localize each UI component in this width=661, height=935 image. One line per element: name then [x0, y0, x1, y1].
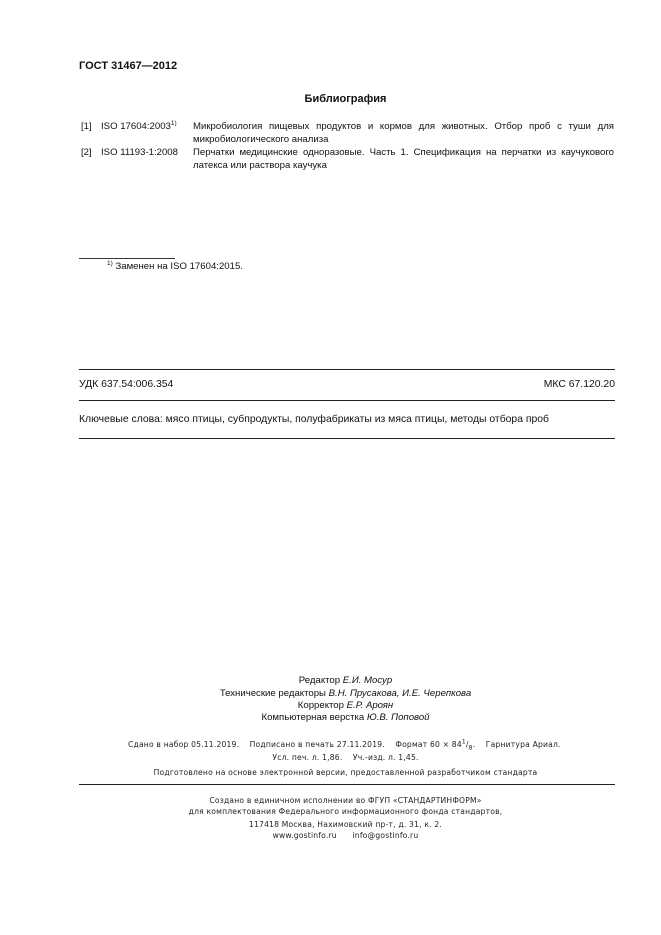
imprint-line-1: Сдано в набор 05.11.2019. Подписано в печать 27.11.2019. Формат $60 \times 84^1/_8$. Гарнитура Ариал.: [128, 738, 561, 752]
divider: [79, 784, 615, 785]
footnote-text: Заменен на ISO 17604:2015.: [112, 261, 243, 272]
publisher-line-1: Создано в единичном исполнении во ФГУП «СТАНДАРТИНФОРМ»: [209, 796, 482, 805]
mks-code: МКС 67.120.20: [543, 379, 615, 390]
bibliography-item-text: Перчатки медицинские одноразовые. Часть 1. Спецификация на перчатки из каучукового латекса или раствора каучука: [193, 147, 614, 171]
divider: [79, 438, 615, 439]
footnote-ref: 1): [170, 120, 177, 127]
publisher-contacts: www.gostinfo.ru info@gostinfo.ru: [272, 831, 419, 840]
bibliography-item: [79, 120, 615, 148]
udc-code: УДК 637.54:006.354: [79, 379, 174, 390]
bibliography-item-code: ISO 17604:2003$^{1)}$: [101, 120, 177, 132]
imprint-line-3: Подготовлено на основе электронной версии, предоставленной разработчиком стандарта: [153, 768, 538, 777]
footnote-separator: [79, 258, 175, 259]
divider: [79, 400, 615, 401]
bibliography-item-text: Микробиология пищевых продуктов и кормов для животных. Отбор проб с туши для микробиологического анализа: [193, 121, 614, 145]
imprint-line-2: Усл. печ. л. 1,86. Уч.-изд. л. 1,45.: [272, 753, 419, 762]
bibliography-item: [79, 146, 615, 174]
footnote-mark: 1): [107, 260, 113, 267]
standard-number: ГОСТ 31467—2012: [79, 60, 178, 72]
bibliography-item-number: [2]: [81, 147, 92, 158]
bibliography-item-number: [1]: [81, 121, 92, 132]
credits-layout: Компьютерная верстка Ю.В. Поповой: [261, 712, 430, 723]
publisher-line-2: для комплектования Федерального информационного фонда стандартов,: [188, 807, 503, 816]
credits-tech-editors: Технические редакторы В.Н. Прусакова, И.Е. Черепкова: [219, 688, 472, 699]
keywords: Ключевые слова: мясо птицы, субпродукты, полуфабрикаты из мяса птицы, методы отбора проб: [79, 414, 549, 425]
footnote: [107, 261, 243, 272]
credits-corrector: Корректор Е.Р. Ароян: [297, 700, 394, 711]
divider: [79, 369, 615, 370]
bibliography-item-code: ISO 11193-1:2008: [101, 147, 178, 158]
credits-editor: Редактор Е.И. Мосур: [298, 675, 393, 686]
bibliography-title: Библиография: [304, 93, 387, 105]
publisher-address: 117418 Москва, Нахимовский пр-т, д. 31, к. 2.: [248, 820, 442, 829]
